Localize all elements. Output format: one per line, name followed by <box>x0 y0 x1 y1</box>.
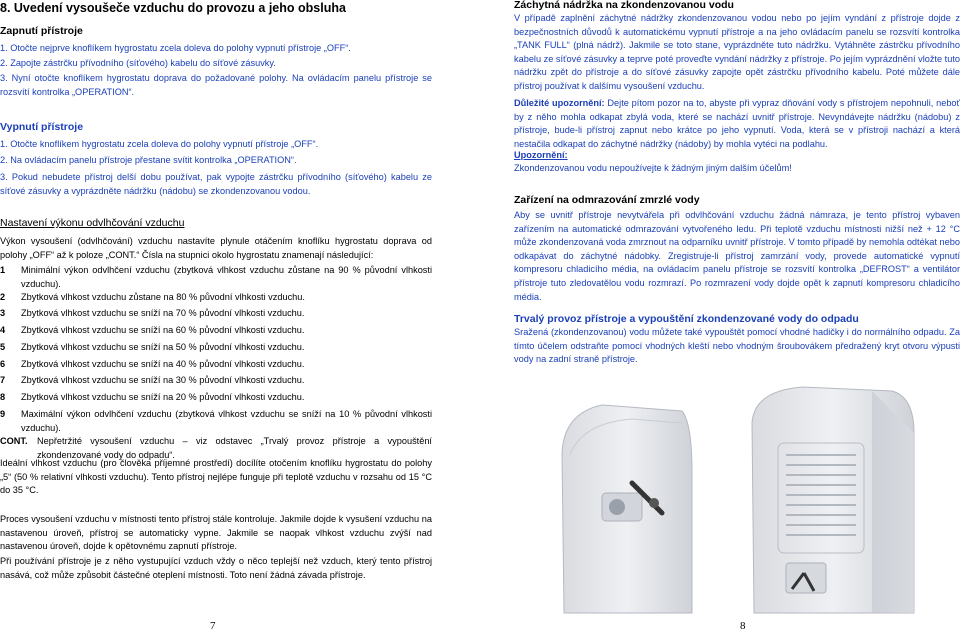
process-paragraph: Proces vysoušení vzduchu v místnosti tento přístroj stále kontroluje. Jakmile dojde k vysušení vzduchu na nastavenou úroveň, přístroj se automaticky vypne. Jakmile se naopak vlhkost vzduchu zvýší nad nastavenou úroveň, dojde k opětovnému zapnutí přístroje. <box>0 514 432 552</box>
level-number: 5 <box>0 342 6 352</box>
level-number: CONT. <box>0 436 28 446</box>
level-text: Zbytková vlhkost vzduchu se sníží na 70 % původní vlhkosti vzduchu. <box>21 308 305 318</box>
level-text: Zbytková vlhkost vzduchu se sníží na 20 % původní vlhkosti vzduchu. <box>21 392 305 402</box>
tank-paragraph: V případě zaplnění záchytné nádržky zkondenzovanou vodou nebo po jejím vyndání z přístroje dojde z bezpečnostních důvodů k automatickému vypnutí přístroje a na jeho ovládacím panelu se rozsvítí kontrolka „TANK FULL“ (plná nádrž). Jakmile se toto stane, vyprázdněte tuto nádržku. Vytáhněte zástrčku přívodního kabelu ze síťové zásuvky a teprve poté proveďte vyndání nádržky z přístroje. Po jejím vyprázdnění vložte tuto nádržku zpět do přístroje a do síťové zásuvky zapojte opět zástrčku přívodního kabelu. Poté můžete dále přístroj používat k dalšímu vysoušení vzduchu. <box>514 13 960 91</box>
warning-label: Upozornění: <box>514 150 568 160</box>
level-text: Zbytková vlhkost vzduchu zůstane na 80 % původní vlhkosti vzduchu. <box>21 292 305 302</box>
level-number: 3 <box>0 308 6 318</box>
important-label: Důležité upozornění: <box>514 98 605 108</box>
right-device <box>752 387 914 613</box>
drain-paragraph: Sražená (zkondenzovanou) vodu můžete také vypouštět pomocí vhodné hadičky i do normálního odpadu. Za tímto účelem odstraňte pomocí vhodných kleští nebo vhodným šroubovákem předražený kryt otvoru výpusti vody na zadní straně přístroje. <box>514 327 960 365</box>
level-text: Zbytková vlhkost vzduchu se sníží na 30 % původní vlhkosti vzduchu. <box>21 375 305 385</box>
level-text: Zbytková vlhkost vzduchu se sníží na 60 % původní vlhkosti vzduchu. <box>21 325 305 335</box>
level-text: Minimální výkon odvlhčení vzduchu (zbytková vlhkost vzduchu zůstane na 90 % původní vlhkosti vzduchu). <box>21 265 432 289</box>
ideal-humidity-paragraph: Ideální vlhkost vzduchu (pro člověka příjemné prostředí) docílíte otočením knoflíku hygrostatu do polohy „5“ (50 % relativní vlhkosti vzduchu). Tento přístroj nejlépe funguje při teplotě vzduchu v rozsahu od 15 °C do 35 °C. <box>0 458 432 496</box>
warm-air-paragraph: Při používání přístroje je z něho vystupující vzduch vždy o něco teplejší než vzduch, který tento přístroj nasává, což může způsobit částečné oteplení místnosti. Toto není žádná závada přístroje. <box>0 556 432 580</box>
level-text: Zbytková vlhkost vzduchu se sníží na 50 % původní vlhkosti vzduchu. <box>21 342 305 352</box>
stop-step-2: 2. Na ovládacím panelu přístroje přestane svítit kontrolka „OPERATION“. <box>0 155 297 165</box>
defrost-heading: Zařízení na odmrazování zmrzlé vody <box>514 194 700 206</box>
page-number-left: 7 <box>210 620 216 632</box>
level-number: 2 <box>0 292 6 302</box>
level-number: 7 <box>0 375 6 385</box>
left-device <box>562 405 692 613</box>
start-step-2: 2. Zapojte zástrčku přívodního (síťového) kabelu do síťové zásuvky. <box>0 58 276 68</box>
page-title: 8. Uvedení vysoušeče vzduchu do provozu a jeho obsluha <box>0 1 346 15</box>
stop-step-3: 3. Pokud nebudete přístroj delší dobu používat, pak vypojte zástrčku přívodního (síťového) kabelu ze síťové zásuvky a vyprázdněte nádržku (nádobu) se zkondenzovanou vodou. <box>0 172 432 196</box>
level-text: Nepřetržité vysoušení vzduchu – viz odstavec „Trvalý provoz přístroje a vypouštění zkondenzované vody do odpadu“. <box>37 436 432 460</box>
important-text: Dejte pítom pozor na to, abyste při vypraz dňování vody s přístrojem nepohnuli, neboť by z něho mohla odkapat zbylá voda, které se nachází uvnitř přístroje. Nevyndávejte nádržku (nádobu) z přístroje, bude-li přístroj zapnut nebo krátce po jeho vypnutí. Voda, která se v přístroji nachází a která nestačila odkapat do záchytné nádržky (nádoby) by mohla vytéci na podlahu. <box>514 98 960 149</box>
level-number: 9 <box>0 409 6 419</box>
stop-step-1: 1. Otočte knoflíkem hygrostatu zcela doleva do polohy vypnutí přístroje „OFF“. <box>0 139 319 149</box>
start-step-3: 3. Nyní otočte knoflíkem hygrostatu doprava do požadované polohy. Na ovládacím panelu přístroje se rozsvítí kontrolka „OPERATION“. <box>0 73 432 97</box>
page-number-right: 8 <box>740 620 746 632</box>
start-heading: Zapnutí přístroje <box>0 25 83 37</box>
start-step-1: 1. Otočte nejprve knoflíkem hygrostatu zcela doleva do polohy vypnutí přístroje „OFF“. <box>0 43 351 53</box>
level-number: 6 <box>0 359 6 369</box>
warning-text: Zkondenzovanou vodu nepoužívejte k žádným jiným dalším účelům! <box>514 163 792 173</box>
drain-heading: Trvalý provoz přístroje a vypouštění zkondenzované vody do odpadu <box>514 313 859 325</box>
level-number: 1 <box>0 265 6 275</box>
important-paragraph <box>514 97 960 151</box>
defrost-paragraph: Aby se uvnitř přístroje nevytvářela při odvlhčování vzduchu žádná námraza, je tento přístroj vybaven zařízením na automatické odmrazování vytvořeného ledu. Při teplotě vzduchu místnosti nižší než + 12 °C může zkondenzovaná voda zmrznout na odparníku uvnitř přístroje. V tomto případě by nemohla odtékat nebo odkapávat do záchytné nádobky. Zregistruje-li přístroj zamrzání vody, provede automatické vypnutí kompresoru chladicího média, na ovládacím panelu přístroje se rozsvítí kontrolka „DEFROST“ a ventilátor přístroje tuto zledovatělou vodu rozmrazí. Po rozmrazení vody dojde opět k zapnutí kompresoru chladicího média. <box>514 210 960 302</box>
tank-heading: Záchytná nádržka na zkondenzovanou vodu <box>514 0 734 11</box>
level-text: Zbytková vlhkost vzduchu se sníží na 40 % původní vlhkosti vzduchu. <box>21 359 305 369</box>
power-heading: Nastavení výkonu odvlhčování vzduchu <box>0 217 185 229</box>
level-text: Maximální výkon odvlhčení vzduchu (zbytková vlhkost vzduchu se sníží na 10 % původní vlhkosti vzduchu). <box>21 409 432 433</box>
stop-heading: Vypnutí přístroje <box>0 121 84 133</box>
level-number: 8 <box>0 392 6 402</box>
level-number: 4 <box>0 325 6 335</box>
dehumidifier-rear-photo <box>542 383 926 617</box>
power-intro: Výkon vysoušení (odvlhčování) vzduchu nastavíte plynule otáčením knoflíku hygrostatu doprava od polohy „OFF“ až k poloze „CONT.“ Čísla na stupnici okolo hygrostatu znamenají následující: <box>0 236 432 260</box>
